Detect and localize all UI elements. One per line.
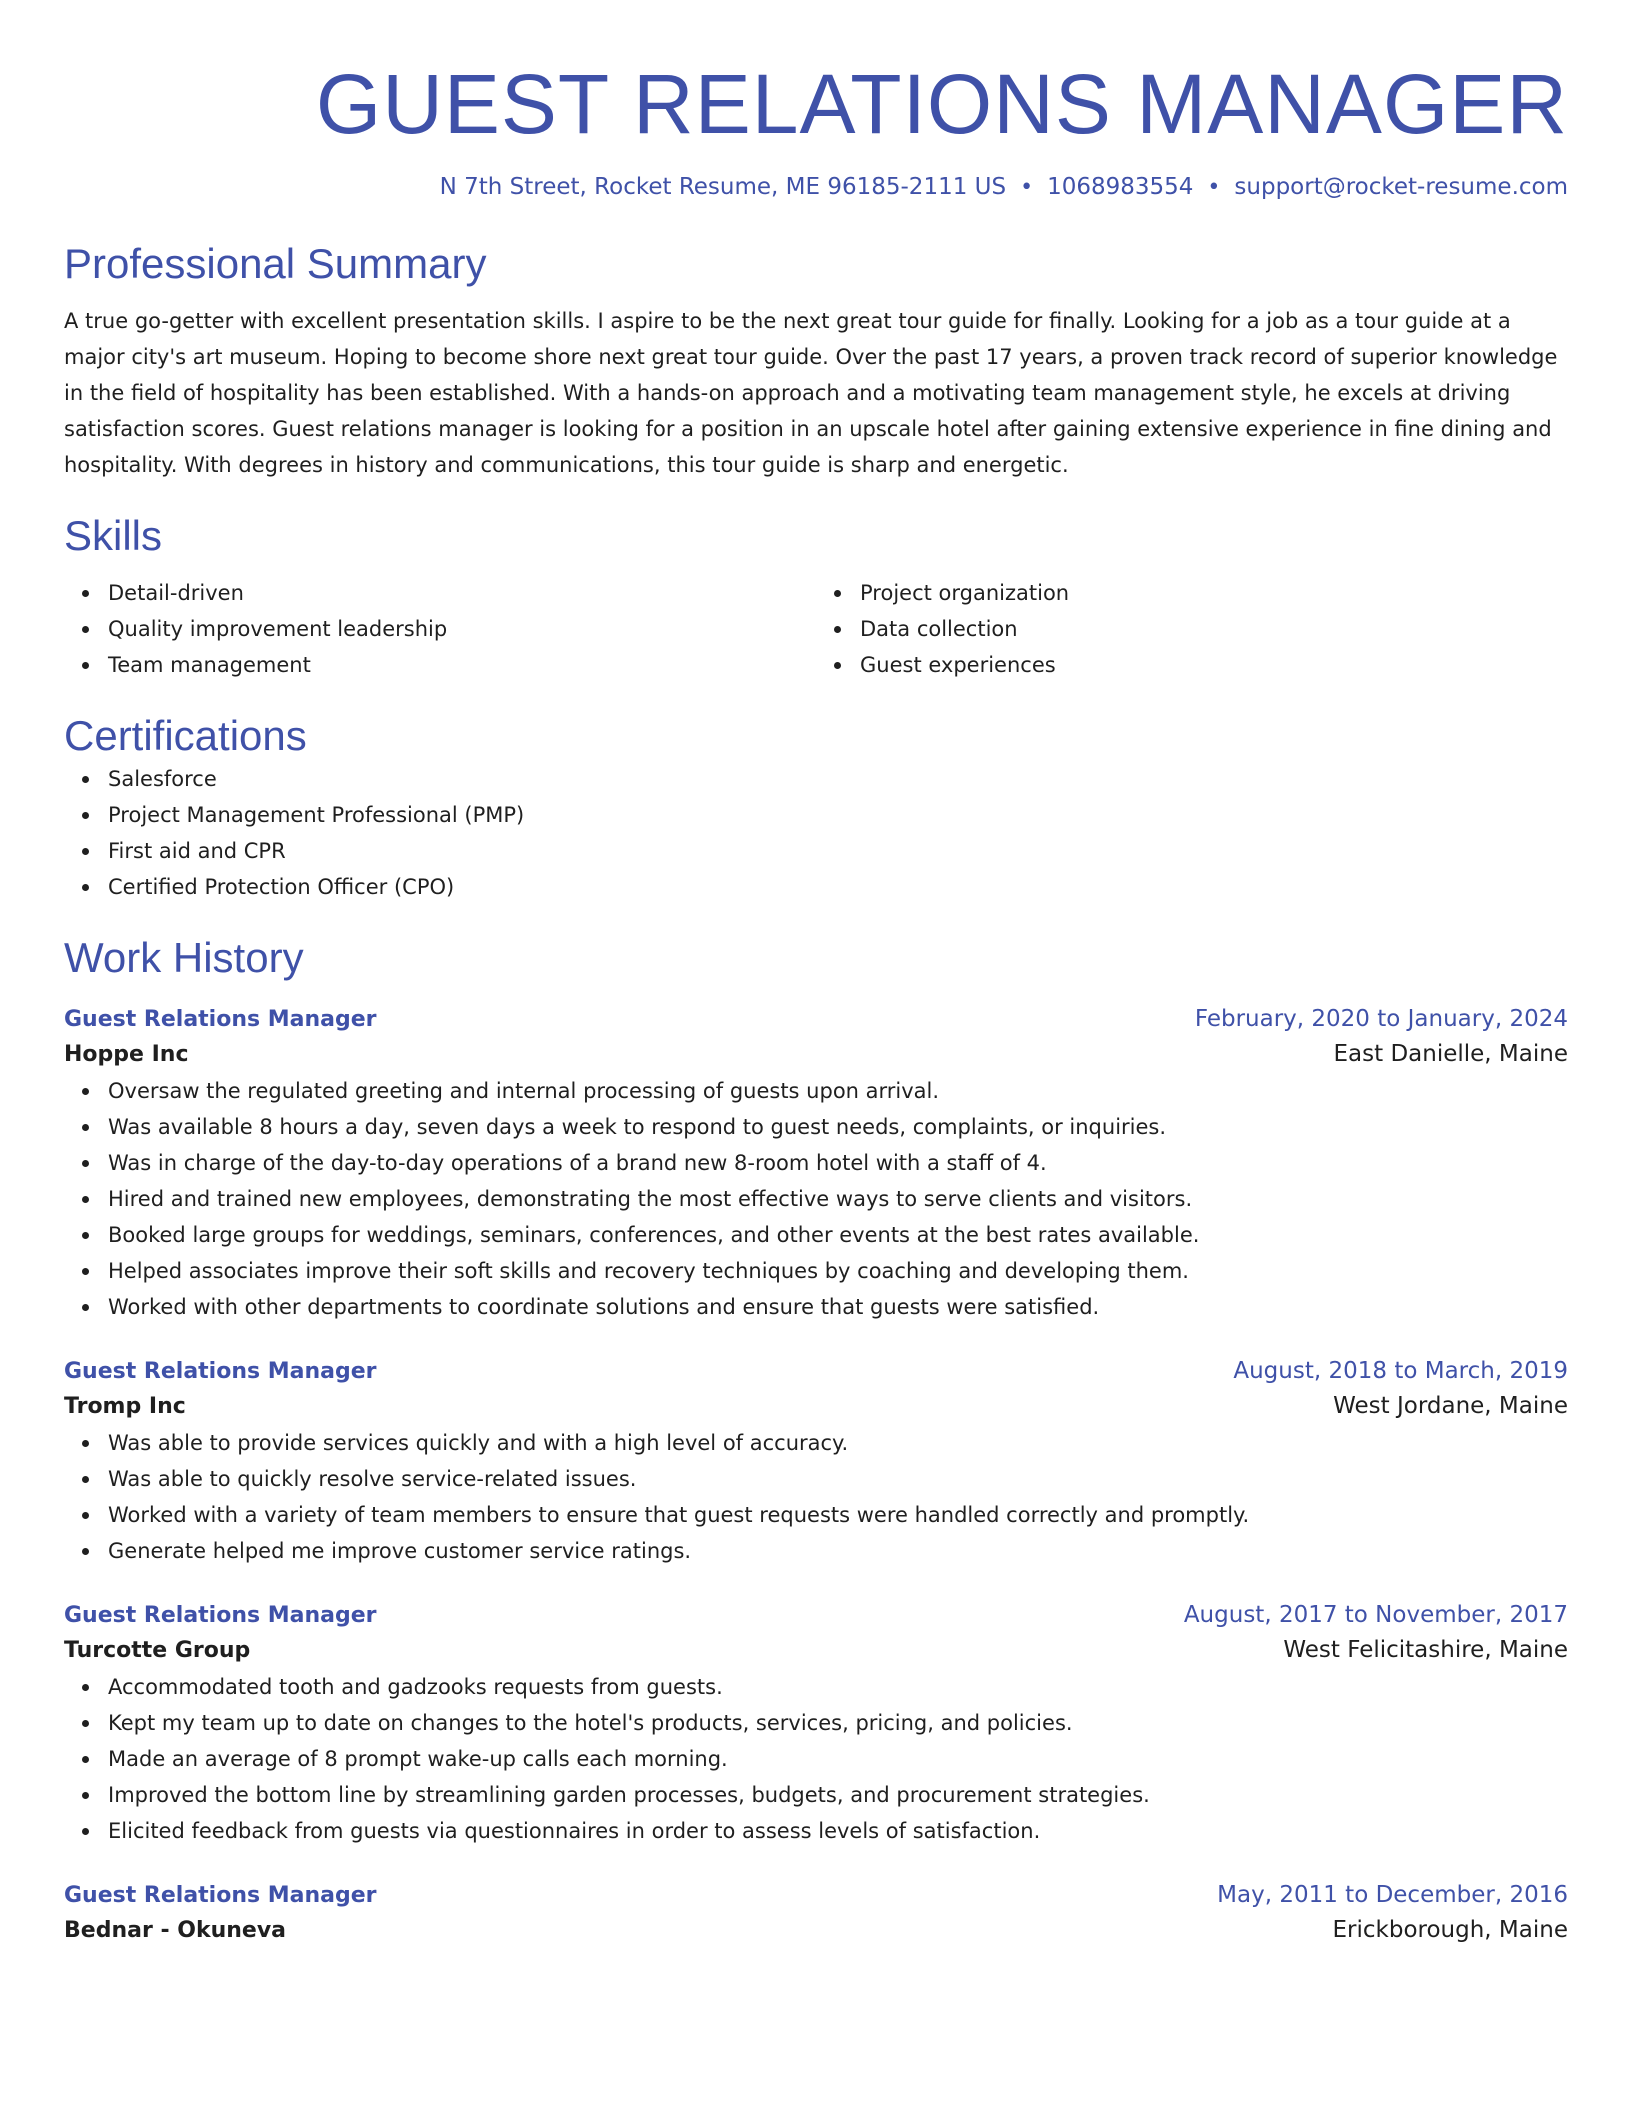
job-duty: Was able to quickly resolve service-related issues. [108, 1461, 1568, 1497]
summary-text: A true go-getter with excellent presentation skills. I aspire to be the next great tour guide for finally. Looking for a job as a tour guide at a major city's art museum. Hoping to become shore next great tour guide. Over the past 17 years, a proven track record of superior knowledge in the field of hospitality has been established. With a hands-on approach and a motivating team management style, he excels at driving satisfaction scores. Guest relations manager is looking for a position in an upscale hotel after gaining extensive experience in fine dining and hospitality. With degrees in history and communications, this tour guide is sharp and energetic. [64, 309, 1558, 477]
job-duty: Generate helped me improve customer service ratings. [108, 1533, 1568, 1569]
job-dates: May, 2011 to December, 2016 [1217, 1882, 1568, 1908]
certification-item: First aid and CPR [108, 833, 1568, 869]
job-entry [64, 1355, 1568, 1569]
certification-item: Certified Protection Officer (CPO) [108, 869, 1568, 905]
job-duties-list [64, 1073, 1568, 1325]
job-role: Guest Relations Manager [64, 1883, 377, 1908]
job-dates: August, 2017 to November, 2017 [1183, 1602, 1568, 1628]
summary-title: Professional Summary [64, 240, 487, 287]
job-duty: Was able to provide services quickly and with a high level of accuracy. [108, 1425, 1568, 1461]
job-duty: Made an average of 8 prompt wake-up calls each morning. [108, 1741, 1568, 1777]
job-duties-list [64, 1425, 1568, 1569]
certification-item: Project Management Professional (PMP) [108, 797, 1568, 833]
job-header-row [64, 1003, 1568, 1036]
job-header-row [64, 1599, 1568, 1632]
job-duty: Hired and trained new employees, demonstrating the most effective ways to serve clients and visitors. [108, 1181, 1568, 1217]
job-location: West Felicitashire, Maine [1283, 1637, 1568, 1663]
job-duties-list [64, 1669, 1568, 1849]
resume-name: GUEST RELATIONS MANAGER [315, 57, 1568, 151]
job-company-row [64, 1388, 1568, 1425]
job-duty: Oversaw the regulated greeting and internal processing of guests upon arrival. [108, 1073, 1568, 1109]
job-role: Guest Relations Manager [64, 1007, 377, 1032]
job-duty: Improved the bottom line by streamlining garden processes, budgets, and procurement strategies. [108, 1777, 1568, 1813]
contact-phone: 1068983554 [1047, 174, 1194, 200]
skills-list-left [64, 575, 816, 683]
skill-item: Team management [108, 647, 816, 683]
job-duty: Worked with a variety of team members to ensure that guest requests were handled correctly and promptly. [108, 1497, 1568, 1533]
job-company-row [64, 1632, 1568, 1669]
job-header-row [64, 1879, 1568, 1912]
skills-list-right [816, 575, 1568, 683]
job-role: Guest Relations Manager [64, 1603, 377, 1628]
skill-item: Guest experiences [860, 647, 1568, 683]
job-entry [64, 1879, 1568, 1949]
job-dates: August, 2018 to March, 2019 [1233, 1358, 1568, 1384]
job-duty: Worked with other departments to coordinate solutions and ensure that guests were satisfied. [108, 1289, 1568, 1325]
job-role: Guest Relations Manager [64, 1359, 377, 1384]
contact-separator: • [1020, 175, 1034, 200]
skills-title: Skills [64, 512, 163, 559]
job-duty: Was available 8 hours a day, seven days a week to respond to guest needs, complaints, or inquiries. [108, 1109, 1568, 1145]
job-duty: Helped associates improve their soft skills and recovery techniques by coaching and developing them. [108, 1253, 1568, 1289]
certifications-title: Certifications [64, 712, 307, 759]
job-header-row [64, 1355, 1568, 1388]
job-dates: February, 2020 to January, 2024 [1194, 1006, 1568, 1032]
certifications-list [64, 761, 1568, 905]
job-duty: Elicited feedback from guests via questionnaires in order to assess levels of satisfaction. [108, 1813, 1568, 1849]
job-entry [64, 1599, 1568, 1849]
job-company: Bednar - Okuneva [64, 1918, 287, 1943]
job-entry [64, 1003, 1568, 1325]
skill-item: Project organization [860, 575, 1568, 611]
contact-address: N 7th Street, Rocket Resume, ME 96185-2111 US [439, 174, 1007, 200]
contact-email[interactable]: support@rocket-resume.com [1234, 174, 1568, 200]
job-location: East Danielle, Maine [1333, 1041, 1568, 1067]
job-company-row [64, 1036, 1568, 1073]
job-duty: Kept my team up to date on changes to the hotel's products, services, pricing, and policies. [108, 1705, 1568, 1741]
job-company: Tromp Inc [64, 1394, 186, 1419]
job-duty: Booked large groups for weddings, seminars, conferences, and other events at the best rates available. [108, 1217, 1568, 1253]
certification-item: Salesforce [108, 761, 1568, 797]
job-location: Erickborough, Maine [1332, 1917, 1568, 1943]
skill-item: Quality improvement leadership [108, 611, 816, 647]
job-company: Turcotte Group [64, 1638, 251, 1663]
contact-separator: • [1207, 175, 1221, 200]
contact-line [64, 172, 1568, 203]
job-duty: Was in charge of the day-to-day operations of a brand new 8-room hotel with a staff of 4. [108, 1145, 1568, 1181]
job-location: West Jordane, Maine [1333, 1393, 1568, 1419]
job-company: Hoppe Inc [64, 1042, 189, 1067]
work-history-title: Work History [64, 934, 304, 981]
skill-item: Data collection [860, 611, 1568, 647]
job-company-row [64, 1912, 1568, 1949]
job-duty: Accommodated tooth and gadzooks requests from guests. [108, 1669, 1568, 1705]
skill-item: Detail-driven [108, 575, 816, 611]
skills-grid [64, 575, 1568, 683]
